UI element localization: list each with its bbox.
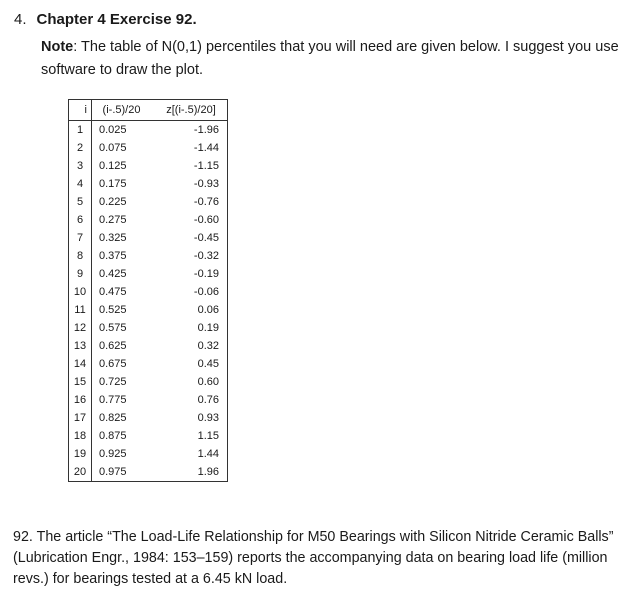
- cell-i: 16: [69, 391, 92, 409]
- cell-i: 1: [69, 121, 92, 140]
- cell-i: 11: [69, 301, 92, 319]
- table-row: [69, 355, 228, 373]
- table-row: [69, 211, 228, 229]
- exercise-title: Chapter 4 Exercise 92.: [36, 11, 197, 28]
- cell-z: -1.15: [153, 157, 228, 175]
- table-row: [69, 463, 228, 482]
- cell-z: 0.32: [153, 337, 228, 355]
- cell-percentile: 0.275: [99, 214, 127, 226]
- cell-z: 0.06: [153, 301, 228, 319]
- cell-i: 12: [69, 319, 92, 337]
- cell-percentile: 0.025: [92, 121, 154, 140]
- cell-z: 1.96: [153, 463, 228, 482]
- cell-i: 5: [69, 193, 92, 211]
- table-row: [69, 301, 228, 319]
- exercise-heading: [14, 11, 197, 29]
- table-row: [69, 391, 228, 409]
- table-row: [69, 427, 228, 445]
- cell-i: 18: [69, 427, 92, 445]
- cell-percentile: 0.925: [99, 448, 127, 460]
- table-row: [69, 337, 228, 355]
- table-row: [69, 139, 228, 157]
- table-row: [69, 445, 228, 463]
- header-i: i: [69, 100, 92, 121]
- table-body: [69, 121, 228, 482]
- cell-percentile: 0.175: [99, 178, 127, 190]
- cell-z: 0.93: [153, 409, 228, 427]
- table-row: [69, 121, 228, 140]
- article-paragraph: 92. The article “The Load-Life Relationship for M50 Bearings with Silicon Nitride Ceramic Balls” (Lubrication Engr., 1984: 153–159) reports the accompanying data on bearing load life (million revs.) for bearings tested at a 6.45 kN load.: [13, 529, 614, 587]
- table-row: [69, 157, 228, 175]
- percentile-table: [68, 99, 228, 482]
- cell-i: 9: [69, 265, 92, 283]
- table-row: [69, 247, 228, 265]
- cell-z: 0.60: [153, 373, 228, 391]
- cell-percentile: 0.425: [99, 268, 127, 280]
- cell-i: 6: [69, 211, 92, 229]
- cell-percentile: 0.975: [92, 463, 154, 482]
- table-row: [69, 193, 228, 211]
- cell-percentile: 0.825: [99, 412, 127, 424]
- cell-z: -0.19: [153, 265, 228, 283]
- cell-i: 4: [69, 175, 92, 193]
- table-row: [69, 373, 228, 391]
- cell-percentile: 0.575: [99, 322, 127, 334]
- cell-z: -0.93: [153, 175, 228, 193]
- header-z: z[(i-.5)/20]: [153, 100, 228, 121]
- cell-percentile: 0.075: [99, 142, 127, 154]
- cell-i: 17: [69, 409, 92, 427]
- cell-percentile: 0.225: [99, 196, 127, 208]
- cell-percentile: 0.475: [99, 286, 127, 298]
- note-text: : The table of N(0,1) percentiles that you will need are given below. I suggest you use software to draw the plot.: [41, 39, 619, 78]
- cell-i: 15: [69, 373, 92, 391]
- cell-i: 7: [69, 229, 92, 247]
- cell-z: 0.19: [153, 319, 228, 337]
- cell-i: 3: [69, 157, 92, 175]
- header-percentile: (i-.5)/20: [92, 100, 154, 121]
- cell-i: 19: [69, 445, 92, 463]
- cell-percentile: 0.875: [99, 430, 127, 442]
- cell-z: -0.32: [153, 247, 228, 265]
- cell-i: 20: [69, 463, 92, 482]
- cell-percentile: 0.775: [99, 394, 127, 406]
- cell-percentile: 0.725: [99, 376, 127, 388]
- cell-z: 0.45: [153, 355, 228, 373]
- cell-percentile: 0.125: [99, 160, 127, 172]
- exercise-number: 4.: [14, 11, 27, 28]
- cell-i: 2: [69, 139, 92, 157]
- cell-z: 0.76: [153, 391, 228, 409]
- cell-z: -0.06: [153, 283, 228, 301]
- cell-percentile: 0.325: [99, 232, 127, 244]
- cell-z: 1.44: [153, 445, 228, 463]
- cell-z: 1.15: [153, 427, 228, 445]
- table-row: [69, 229, 228, 247]
- note-label: Note: [41, 39, 74, 55]
- table-row: [69, 409, 228, 427]
- cell-i: 13: [69, 337, 92, 355]
- note-paragraph: [41, 36, 631, 82]
- table-row: [69, 175, 228, 193]
- table-row: [69, 283, 228, 301]
- cell-percentile: 0.375: [99, 250, 127, 262]
- table-row: [69, 265, 228, 283]
- cell-i: 10: [69, 283, 92, 301]
- cell-i: 8: [69, 247, 92, 265]
- cell-z: -0.45: [153, 229, 228, 247]
- cell-percentile: 0.625: [99, 340, 127, 352]
- cell-z: -0.76: [153, 193, 228, 211]
- table-row: [69, 319, 228, 337]
- cell-z: -1.96: [153, 121, 228, 140]
- cell-z: -1.44: [153, 139, 228, 157]
- cell-percentile: 0.675: [99, 358, 127, 370]
- cell-percentile: 0.525: [99, 304, 127, 316]
- table-header-row: [69, 100, 228, 121]
- cell-z: -0.60: [153, 211, 228, 229]
- cell-i: 14: [69, 355, 92, 373]
